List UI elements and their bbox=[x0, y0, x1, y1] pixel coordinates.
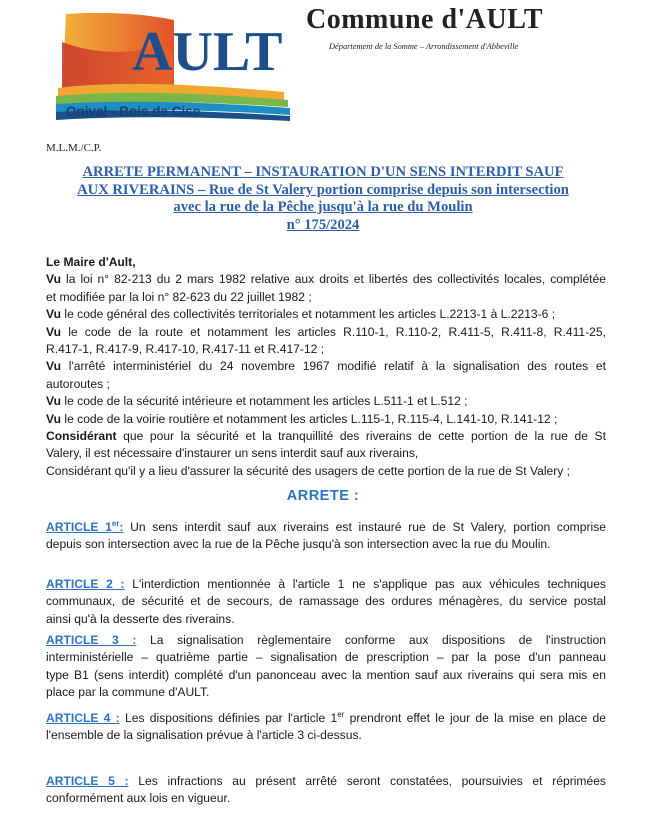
article-3 bbox=[46, 632, 606, 702]
considerant-line bbox=[46, 428, 606, 445]
article-line bbox=[46, 773, 606, 790]
article-line-cont: type B1 (sens interdit) complété d'un panonceau avec la mention sauf aux riverains qui sera mis en bbox=[46, 667, 606, 682]
article-label: ARTICLE 5 : bbox=[46, 774, 129, 788]
considerant-keyword: Considérant bbox=[46, 429, 117, 444]
vu-text: l'arrêté interministériel du 24 novembre 1967 modifié relatif à la signalisation des routes et bbox=[68, 359, 606, 374]
article-line-cont: l'ensemble de la signalisation prévue à l'article 3 ci-dessus. bbox=[46, 728, 362, 743]
article-text: Les dispositions définies par l'article 1 bbox=[125, 711, 338, 725]
considerant-line: Considérant qu'il y a lieu d'assurer la sécurité des usagers de cette portion de la rue de St Valery ; bbox=[46, 463, 571, 478]
preamble bbox=[46, 254, 606, 480]
considerant-line-cont: Valery, il est nécessaire d'instaurer un sens interdit sauf aux riverains, bbox=[46, 446, 419, 461]
article-sup: er bbox=[111, 518, 120, 528]
article-text: La signalisation règlementaire conforme aux dispositions de l'instruction bbox=[150, 633, 606, 647]
article-2 bbox=[46, 576, 606, 628]
article-5 bbox=[46, 773, 606, 808]
article-text: Les infractions au présent arrêté seront constatées, poursuivies et réprimées bbox=[138, 774, 606, 788]
title-line: AUX RIVERAINS – Rue de St Valery portion comprise depuis son intersection bbox=[77, 181, 569, 198]
vu-text: le code de la voirie routière et notamment les articles L.115-1, R.115-4, L.141-10, R.141-12 ; bbox=[64, 411, 558, 426]
vu-keyword: Vu bbox=[46, 272, 62, 287]
title-line: avec la rue de la Pêche jusqu'à la rue du Moulin bbox=[173, 199, 473, 215]
decree-number: n° 175/2024 bbox=[286, 216, 360, 233]
commune-title: Commune d'AULT bbox=[306, 4, 544, 35]
ault-logo bbox=[54, 8, 292, 122]
reference: M.L.M./C.P. bbox=[46, 142, 102, 154]
mayor-line: Le Maire d'Ault, bbox=[46, 255, 136, 269]
vu-text: la loi n° 82-213 du 2 mars 1982 relative aux droits et libertés des collectivités locales, complétée bbox=[66, 272, 606, 287]
vu-line bbox=[46, 358, 606, 375]
decree-title bbox=[40, 164, 606, 234]
logo-subtitle: Onival - Bois de Cise bbox=[66, 104, 201, 119]
article-label: ARTICLE 2 : bbox=[46, 577, 125, 591]
vu-line-cont: R.417-1, R.417-9, R.417-10, R.417-11 et R.417-12 ; bbox=[46, 342, 325, 357]
article-line bbox=[46, 710, 606, 727]
article-sup: er bbox=[337, 709, 345, 719]
vu-keyword: Vu bbox=[46, 394, 62, 409]
vu-line bbox=[46, 393, 606, 410]
article-line-cont: communaux, de sécurité et de secours, de ramassage des ordures ménagères, du service postal bbox=[46, 594, 606, 609]
article-line-cont: depuis son intersection avec la rue de la Pêche jusqu'à son intersection avec la rue du Moulin. bbox=[46, 537, 551, 552]
article-label: ARTICLE 4 : bbox=[46, 711, 120, 725]
vu-line bbox=[46, 306, 606, 323]
logo-text: AULT bbox=[132, 21, 283, 83]
vu-text: le code de la route et notamment les articles R.110-1, R.110-2, R.411-5, R.411-8, R.411-25, bbox=[68, 324, 606, 339]
vu-keyword: Vu bbox=[46, 307, 62, 322]
article-label: ARTICLE 1er: bbox=[46, 518, 124, 534]
vu-line bbox=[46, 271, 606, 288]
article-text: Un sens interdit sauf aux riverains est instauré rue de St Valery, portion comprise bbox=[130, 520, 606, 534]
article-line-cont: conformément aux lois en vigueur. bbox=[46, 791, 231, 806]
vu-keyword: Vu bbox=[46, 411, 62, 426]
considerant-text: que pour la sécurité et la tranquillité des riverains de cette portion de la rue de St bbox=[123, 429, 606, 444]
article-text: prendront effet le jour de la mise en place de bbox=[349, 711, 606, 725]
arrete-heading: ARRETE : bbox=[286, 488, 360, 504]
article-line bbox=[46, 576, 606, 593]
vu-keyword: Vu bbox=[46, 324, 62, 339]
article-line-cont: interministérielle – quatrième partie – signalisation de prescription – par la pose d'un panneau bbox=[46, 650, 606, 665]
commune-subtitle: Département de la Somme – Arrondissement d'Abbeville bbox=[329, 42, 519, 51]
article-line-cont: ainsi qu'à la desserte des riverains. bbox=[46, 611, 235, 626]
vu-keyword: Vu bbox=[46, 359, 62, 374]
article-text: L'interdiction mentionnée à l'article 1 ne s'applique pas aux véhicules techniques bbox=[132, 577, 606, 591]
article-line-cont: place par la commune d'AULT. bbox=[46, 685, 210, 700]
article-line bbox=[46, 519, 606, 536]
title-line: ARRETE PERMANENT – INSTAURATION D'UN SENS INTERDIT SAUF bbox=[82, 164, 564, 180]
vu-line-cont: et modifiée par la loi n° 82-623 du 22 juillet 1982 ; bbox=[46, 289, 312, 304]
article-line bbox=[46, 632, 606, 649]
vu-text: le code de la sécurité intérieure et notamment les articles L.511-1 et L.512 ; bbox=[64, 394, 468, 409]
article-label: ARTICLE 3 : bbox=[46, 633, 137, 647]
article-4 bbox=[46, 710, 606, 745]
vu-line-cont: autoroutes ; bbox=[46, 376, 110, 391]
vu-line bbox=[46, 411, 606, 428]
vu-line bbox=[46, 324, 606, 341]
article-1 bbox=[46, 519, 606, 554]
vu-text: le code général des collectivités territoriales et notamment les articles L.2213-1 à L.2213-6 ; bbox=[64, 307, 556, 322]
